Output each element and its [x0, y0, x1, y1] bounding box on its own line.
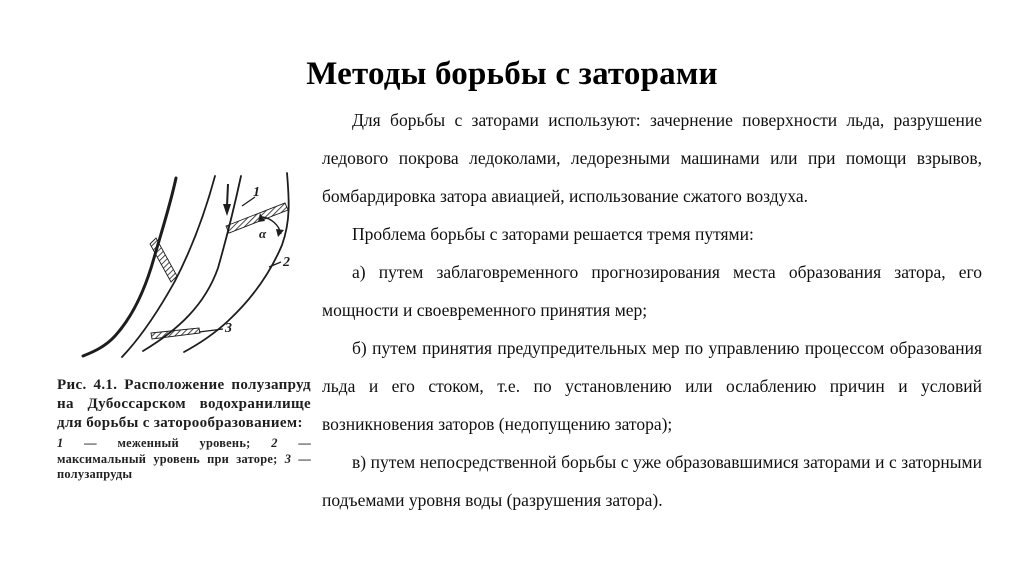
- label-2: 2: [283, 255, 290, 270]
- paragraph-problem: Проблема борьбы с заторами решается тремя путями:: [352, 224, 754, 244]
- body-text: [322, 101, 982, 519]
- figure-caption: [57, 376, 311, 482]
- paragraph-item-b: б) путем принятия предупредительных мер по управлению процессом образования льда и его стоком, т.е. по установлению или ослаблению причин и условий возникновения заторов (недопущению затора);: [322, 338, 982, 434]
- paragraph-item-v: в) путем непосредственной борьбы с уже образовавшимися заторами и с заторными подъемами уровня воды (разрушения затора).: [322, 452, 982, 510]
- leader-line-2: [269, 262, 281, 267]
- label-3: 3: [225, 321, 232, 336]
- legend-num-1: 1: [57, 436, 64, 451]
- legend-num-3: 3: [284, 451, 292, 466]
- label-1: 1: [253, 185, 260, 200]
- legend-text-3: — полузапруды: [57, 451, 311, 481]
- figure-caption-legend: [57, 436, 311, 482]
- paragraph-intro: Для борьбы с заторами используют: зачернение поверхности льда, разрушение ледового покрова ледоколами, ледорезными машинами или при помощи взрывов, бомбардировка затора авиацией, использование сжатого воздуха.: [322, 110, 982, 206]
- flow-direction-arrow: [223, 184, 231, 216]
- river-plan-svg: [75, 158, 315, 378]
- figure-diagram: [75, 158, 315, 380]
- paragraph-item-a: а) путем заблаговременного прогнозирования места образования затора, его мощности и своевременного принятия мер;: [322, 262, 982, 320]
- angle-alpha-label: α: [259, 226, 267, 241]
- legend-num-2: 2: [271, 436, 278, 451]
- leader-line-3: [199, 329, 223, 332]
- semidam-band-bottom: [151, 328, 200, 339]
- page-title: Методы борьбы с заторами: [306, 56, 718, 93]
- figure-caption-text: Рис. 4.1. Расположение полузапруд на Дубоссарском водохранилище для борьбы с заторообразованием:: [57, 377, 311, 432]
- legend-text-2: — максимальный уровень при заторе;: [57, 436, 311, 466]
- legend-text-1: — меженный уровень;: [63, 436, 272, 451]
- river-bank-left: [83, 178, 176, 356]
